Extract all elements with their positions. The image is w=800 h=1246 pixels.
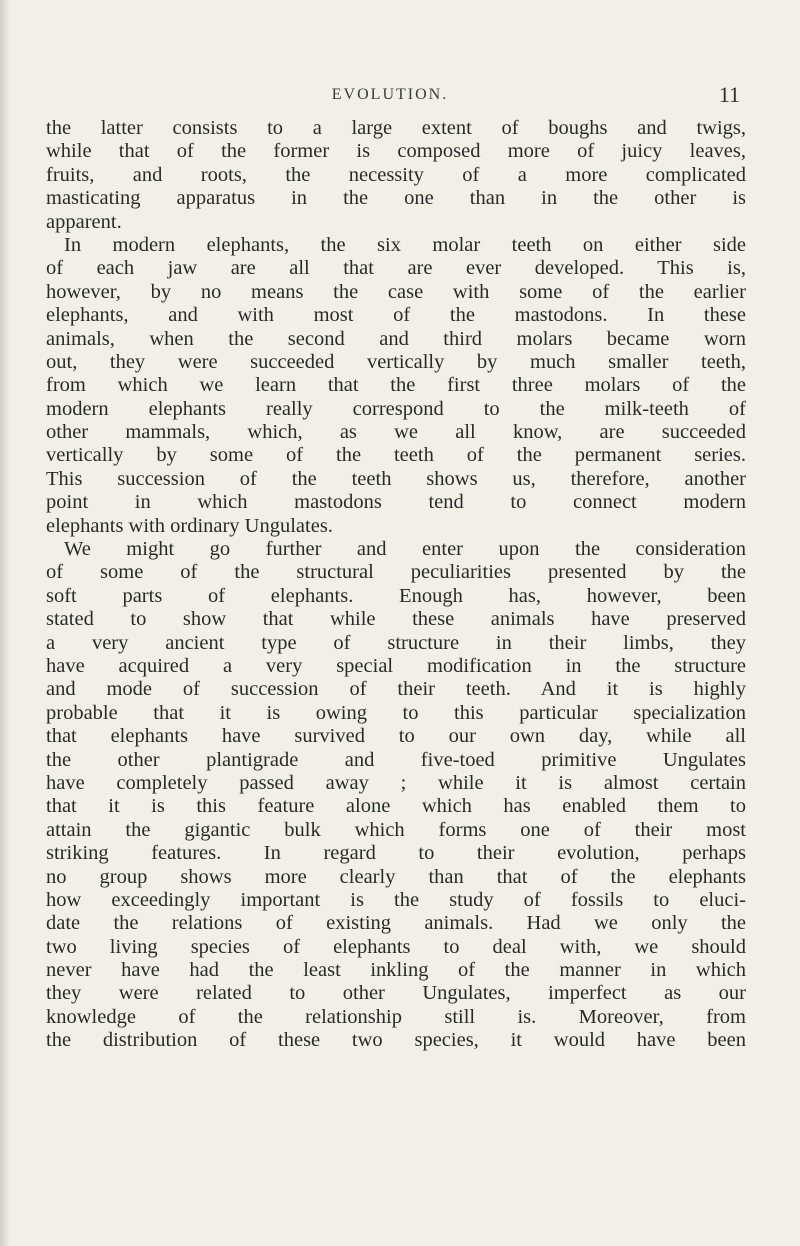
text-line: This succession of the teeth shows us, therefore, another bbox=[46, 467, 746, 490]
text-line: other mammals, which, as we all know, are succeeded bbox=[46, 421, 746, 444]
text-line: the distribution of these two species, it would have been bbox=[46, 1029, 746, 1052]
text-line: elephants, and with most of the mastodons. In these bbox=[46, 304, 746, 327]
text-line: while that of the former is composed more of juicy leaves, bbox=[46, 140, 746, 163]
text-line: We might go further and enter upon the consideration bbox=[64, 538, 746, 561]
text-line: however, by no means the case with some of the earlier bbox=[46, 280, 746, 303]
page-number: 11 bbox=[718, 82, 740, 107]
text-line: out, they were succeeded vertically by much smaller teeth, bbox=[46, 350, 746, 373]
text-line: knowledge of the relationship still is. Moreover, from bbox=[46, 1005, 746, 1028]
text-line: and mode of succession of their teeth. And it is highly bbox=[46, 678, 746, 701]
page-header bbox=[40, 82, 740, 106]
text-line: have acquired a very special modification in the structure bbox=[46, 654, 746, 677]
text-line: fruits, and roots, the necessity of a more complicated bbox=[46, 163, 746, 186]
text-line: point in which mastodons tend to connect modern bbox=[46, 491, 746, 514]
text-line: stated to show that while these animals have preserved bbox=[46, 608, 746, 631]
text-line: no group shows more clearly than that of the elephants bbox=[46, 865, 746, 888]
text-line: a very ancient type of structure in their limbs, they bbox=[46, 631, 746, 654]
page-binding-edge bbox=[0, 0, 10, 1246]
text-line: In modern elephants, the six molar teeth on either side bbox=[64, 233, 746, 256]
text-line: of some of the structural peculiarities presented by the bbox=[46, 561, 746, 584]
text-line: the other plantigrade and five-toed primitive Ungulates bbox=[46, 748, 746, 771]
text-line: masticating apparatus in the one than in the other is bbox=[46, 187, 746, 210]
text-line: of each jaw are all that are ever developed. This is, bbox=[46, 257, 746, 280]
text-line: attain the gigantic bulk which forms one of their most bbox=[46, 818, 746, 841]
text-line: probable that it is owing to this particular specialization bbox=[46, 701, 746, 724]
text-line: the latter consists to a large extent of boughs and twigs, bbox=[46, 117, 746, 139]
text-line: date the relations of existing animals. Had we only the bbox=[46, 912, 746, 935]
text-line: elephants with ordinary Ungulates. bbox=[46, 514, 333, 537]
text-line: that elephants have survived to our own day, while all bbox=[46, 725, 746, 748]
text-line: soft parts of elephants. Enough has, however, been bbox=[46, 584, 746, 607]
text-line: modern elephants really correspond to the milk-teeth of bbox=[46, 397, 746, 420]
running-head: EVOLUTION. bbox=[331, 86, 449, 103]
text-line: two living species of elephants to deal with, we should bbox=[46, 935, 746, 958]
text-line: have completely passed away ; while it is almost certain bbox=[46, 771, 746, 794]
text-line: from which we learn that the first three molars of the bbox=[46, 374, 746, 397]
text-line: never have had the least inkling of the manner in which bbox=[46, 959, 746, 982]
body-text bbox=[46, 117, 746, 1053]
text-line: apparent. bbox=[46, 210, 122, 233]
text-line: animals, when the second and third molars became worn bbox=[46, 327, 746, 350]
text-line: that it is this feature alone which has enabled them to bbox=[46, 795, 746, 818]
text-line: vertically by some of the teeth of the permanent series. bbox=[46, 444, 746, 467]
text-line: striking features. In regard to their evolution, perhaps bbox=[46, 842, 746, 865]
text-line: how exceedingly important is the study of fossils to eluci- bbox=[46, 888, 746, 911]
text-line: they were related to other Ungulates, imperfect as our bbox=[46, 982, 746, 1005]
